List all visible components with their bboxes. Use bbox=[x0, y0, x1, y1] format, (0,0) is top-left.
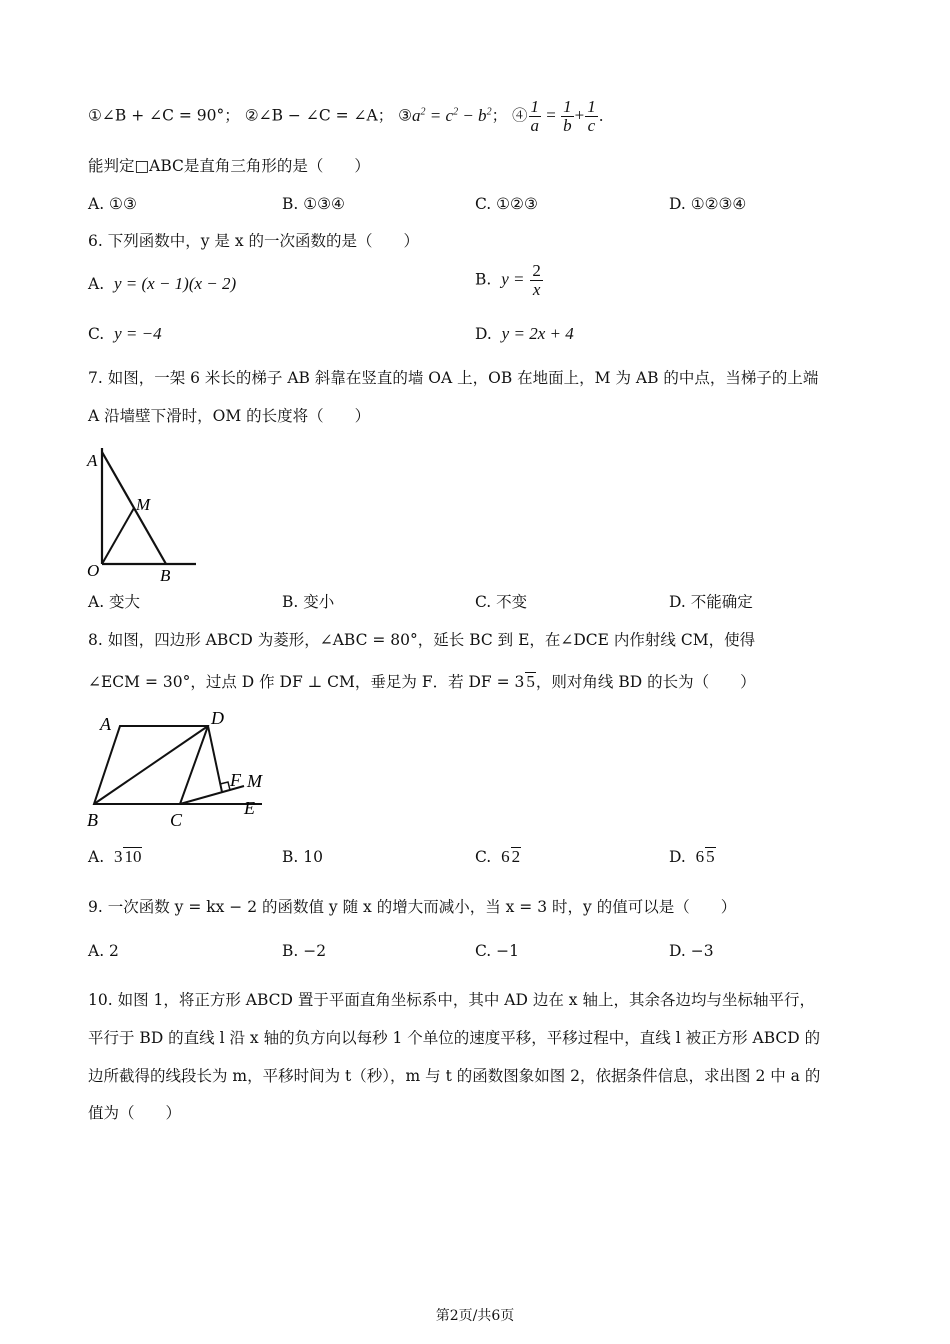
q6-option-b-num: 2 bbox=[532, 261, 541, 280]
q8-option-c-coef: 6 bbox=[501, 847, 510, 866]
q7-option-a[interactable]: A. 变大 bbox=[88, 593, 141, 611]
q10-line-3: 边所截得的线段长为 m，平移时间为 t（秒），m 与 t 的函数图象如图 2，依据条件信息，求出图 2 中 a 的 bbox=[88, 1067, 821, 1085]
q10-line-4: 值为（ ） bbox=[88, 1104, 182, 1122]
q9-option-b[interactable]: B. −2 bbox=[282, 942, 327, 960]
q8-line-2 bbox=[88, 671, 756, 693]
q5-option-c[interactable]: C. ①②③ bbox=[475, 195, 538, 213]
q8-label-b: B bbox=[87, 810, 98, 830]
q6-option-b-label: B. bbox=[475, 270, 492, 289]
q5-condition-4-prefix: ④ bbox=[512, 106, 528, 125]
q5-conditions: ①∠B + ∠C = 90°； ②∠B − ∠C = ∠A； $③a^2 = c^2 - b^2$； ④ $\frac{1}{a}$ = $\frac{1}{b}$ + $\frac{1}{c}$ ． bbox=[88, 97, 615, 135]
q9-option-c[interactable]: C. −1 bbox=[475, 942, 520, 960]
q10-line-1: 10. 如图 1，将正方形 ABCD 置于平面直角坐标系中，其中 AD 边在 x 轴上，其余各边均与坐标轴平行， bbox=[88, 991, 815, 1009]
q5-condition-2: ②∠B − ∠C = ∠A； bbox=[244, 106, 394, 125]
q8-label-f: F bbox=[230, 770, 241, 790]
q8-option-b[interactable]: B. 10 bbox=[282, 848, 323, 866]
q8-label-c: C bbox=[170, 810, 183, 830]
q5-option-a[interactable]: A. ①③ bbox=[88, 195, 137, 213]
q8-sqrt-5: 5 bbox=[526, 672, 535, 691]
q8-option-d[interactable] bbox=[669, 846, 716, 868]
page-footer: 第2页/共6页 bbox=[435, 1308, 515, 1324]
q8-figure-rhombus bbox=[84, 706, 284, 831]
q5-condition-3-prefix: ③ bbox=[398, 106, 413, 125]
q8-option-a-label: A. bbox=[88, 848, 105, 866]
q8-option-a-radicand: 10 bbox=[124, 847, 142, 866]
q10-line-2: 平行于 BD 的直线 l 沿 x 轴的负方向以每秒 1 个单位的速度平移，平移过程中，直线 l 被正方形 ABCD 的 bbox=[88, 1029, 821, 1047]
q8-diagonal-bd bbox=[94, 726, 208, 804]
q7-option-d[interactable]: D. 不能确定 bbox=[669, 593, 753, 611]
q7-label-o: O bbox=[87, 561, 100, 580]
q6-option-c[interactable] bbox=[88, 323, 162, 345]
q6-option-c-expr: y = −4 bbox=[114, 324, 162, 343]
q8-label-a: A bbox=[100, 714, 111, 734]
q9-option-a[interactable]: A. 2 bbox=[88, 942, 119, 960]
q6-option-b-den: x bbox=[532, 280, 541, 299]
q6-option-a-expr: y = (x − 1)(x − 2) bbox=[113, 274, 237, 293]
q7-segment-om bbox=[102, 508, 134, 564]
q8-label-e: E bbox=[244, 798, 255, 818]
q7-line-2: A 沿墙壁下滑时，OM 的长度将（ ） bbox=[88, 407, 371, 425]
q5-frac-1-over-c: $\frac{1}{c}$ bbox=[587, 97, 596, 135]
q7-label-b: B bbox=[160, 566, 171, 584]
q6-option-d[interactable] bbox=[475, 323, 574, 345]
q9-option-d[interactable]: D. −3 bbox=[669, 942, 714, 960]
q8-option-d-radicand: 5 bbox=[706, 847, 715, 866]
q6-option-a-label: A. bbox=[88, 275, 105, 293]
q6-stem: 6. 下列函数中，y 是 x 的一次函数的是（ ） bbox=[88, 232, 419, 250]
q7-option-b[interactable]: B. 变小 bbox=[282, 593, 335, 611]
q9-stem: 9. 一次函数 y = kx − 2 的函数值 y 随 x 的增大而减小，当 x = 3 时，y 的值可以是（ ） bbox=[88, 898, 737, 916]
q5-option-b[interactable]: B. ①③④ bbox=[282, 195, 345, 213]
q8-label-m: M bbox=[247, 771, 262, 791]
q5-option-d[interactable]: D. ①②③④ bbox=[669, 195, 747, 213]
q5-stem: 能判定□ABC是直角三角形的是（ ） bbox=[88, 157, 370, 175]
q8-option-d-label: D. bbox=[669, 848, 686, 866]
q7-label-m: M bbox=[136, 495, 151, 514]
q7-figure-ladder bbox=[84, 444, 204, 584]
q6-option-b-frac bbox=[530, 262, 543, 299]
q6-option-b-lhs: y = bbox=[501, 269, 525, 289]
q8-label-d: D bbox=[211, 708, 224, 728]
q6-option-d-label: D. bbox=[475, 325, 492, 343]
q5-frac-1-over-a: $\frac{1}{a}$ bbox=[530, 97, 540, 135]
q8-option-d-coef: 6 bbox=[695, 847, 705, 866]
q7-label-a: A bbox=[87, 451, 98, 470]
q5-condition-3-expr: $a^2 = c^2 - b^2$ bbox=[412, 105, 492, 125]
q8-line-1: 8. 如图，四边形 ABCD 为菱形，∠ABC = 80°，延长 BC 到 E，在∠DCE 内作射线 CM，使得 bbox=[88, 631, 756, 649]
q8-option-c[interactable] bbox=[475, 846, 521, 868]
q5-condition-1: ①∠B + ∠C = 90°； bbox=[88, 106, 240, 125]
q7-line-1: 7. 如图，一架 6 米长的梯子 AB 斜靠在竖直的墙 OA 上，OB 在地面上，M 为 AB 的中点，当梯子的上端 bbox=[88, 369, 819, 387]
q8-line-2-part-b: ，则对角线 BD 的长为（ ） bbox=[535, 673, 756, 691]
q7-option-c[interactable]: C. 不变 bbox=[475, 593, 528, 611]
q5-frac-1-over-b: $\frac{1}{b}$ bbox=[563, 97, 572, 135]
q6-option-c-label: C. bbox=[88, 325, 105, 343]
q8-option-a-coef: 3 bbox=[113, 847, 123, 866]
q8-option-c-radicand: 2 bbox=[511, 847, 521, 866]
q8-line-2-part-a: ∠ECM = 30°，过点 D 作 DF ⊥ CM，垂足为 F．若 DF = 3 bbox=[88, 673, 525, 691]
q8-segment-df bbox=[208, 726, 222, 792]
q6-option-d-expr: y = 2x + 4 bbox=[501, 324, 574, 343]
q8-option-c-label: C. bbox=[475, 848, 492, 866]
q6-option-b[interactable] bbox=[475, 262, 544, 299]
q6-option-a[interactable] bbox=[88, 273, 236, 295]
q8-option-a[interactable] bbox=[88, 846, 142, 868]
